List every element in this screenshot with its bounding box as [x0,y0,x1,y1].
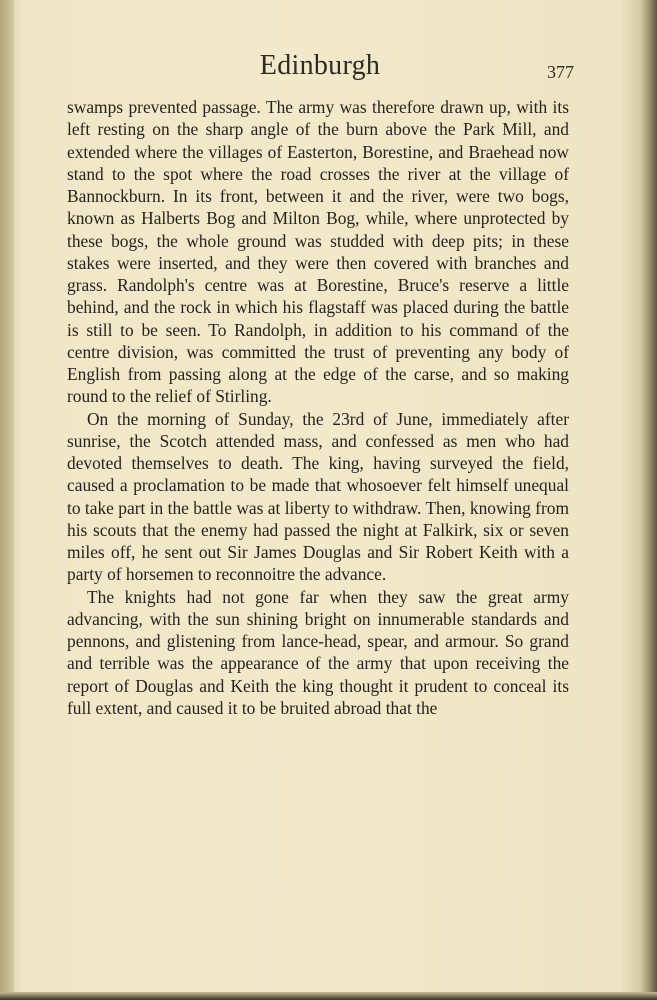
paragraph-continuation: swamps prevented passage. The army was therefore drawn up, with its left resting on the sharp angle of the burn above the Park Mill, and extended where the villages of Easterton, Borestine, and Braehead now stand to the spot where the road crosses the river at the village of Bannockburn. In its front, between it and the river, were two bogs, known as Halberts Bog and Milton Bog, while, where unprotected by these bogs, the whole ground was studded with deep pits; in these stakes were inserted, and they were then covered with branches and grass. Randolph's centre was at Borestine, Bruce's reserve a little behind, and the rock in which his flagstaff was placed during the battle is still to be seen. To Randolph, in addition to his command of the centre division, was committed the trust of preventing any body of English from passing along at the edge of the carse, and so making round to the relief of Stirling. [67,97,569,407]
page-number: 377 [547,62,574,82]
body-text [67,96,569,719]
page-gutter [0,0,14,1000]
paragraph: On the morning of Sunday, the 23rd of June, immediately after sunrise, the Scotch attended mass, and confessed as men who had devoted themselves to death. The king, having surveyed the field, caused a proclamation to be made that whosoever felt himself unequal to take part in the battle was at liberty to withdraw. Then, knowing from his scouts that the enemy had passed the night at Falkirk, six or seven miles off, he sent out Sir James Douglas and Sir Robert Keith with a party of horsemen to reconnoitre the advance. [67,408,569,585]
running-title: Edinburgh [259,50,381,81]
page-header [60,50,580,90]
paragraph: The knights had not gone far when they saw the great army advancing, with the sun shining bright on innumerable standards and pennons, and glistening from lance-head, spear, and armour. So grand and terrible was the appearance of the army that upon receiving the report of Douglas and Keith the king thought it prudent to conceal its full extent, and caused it to be bruited abroad that the [67,586,569,718]
